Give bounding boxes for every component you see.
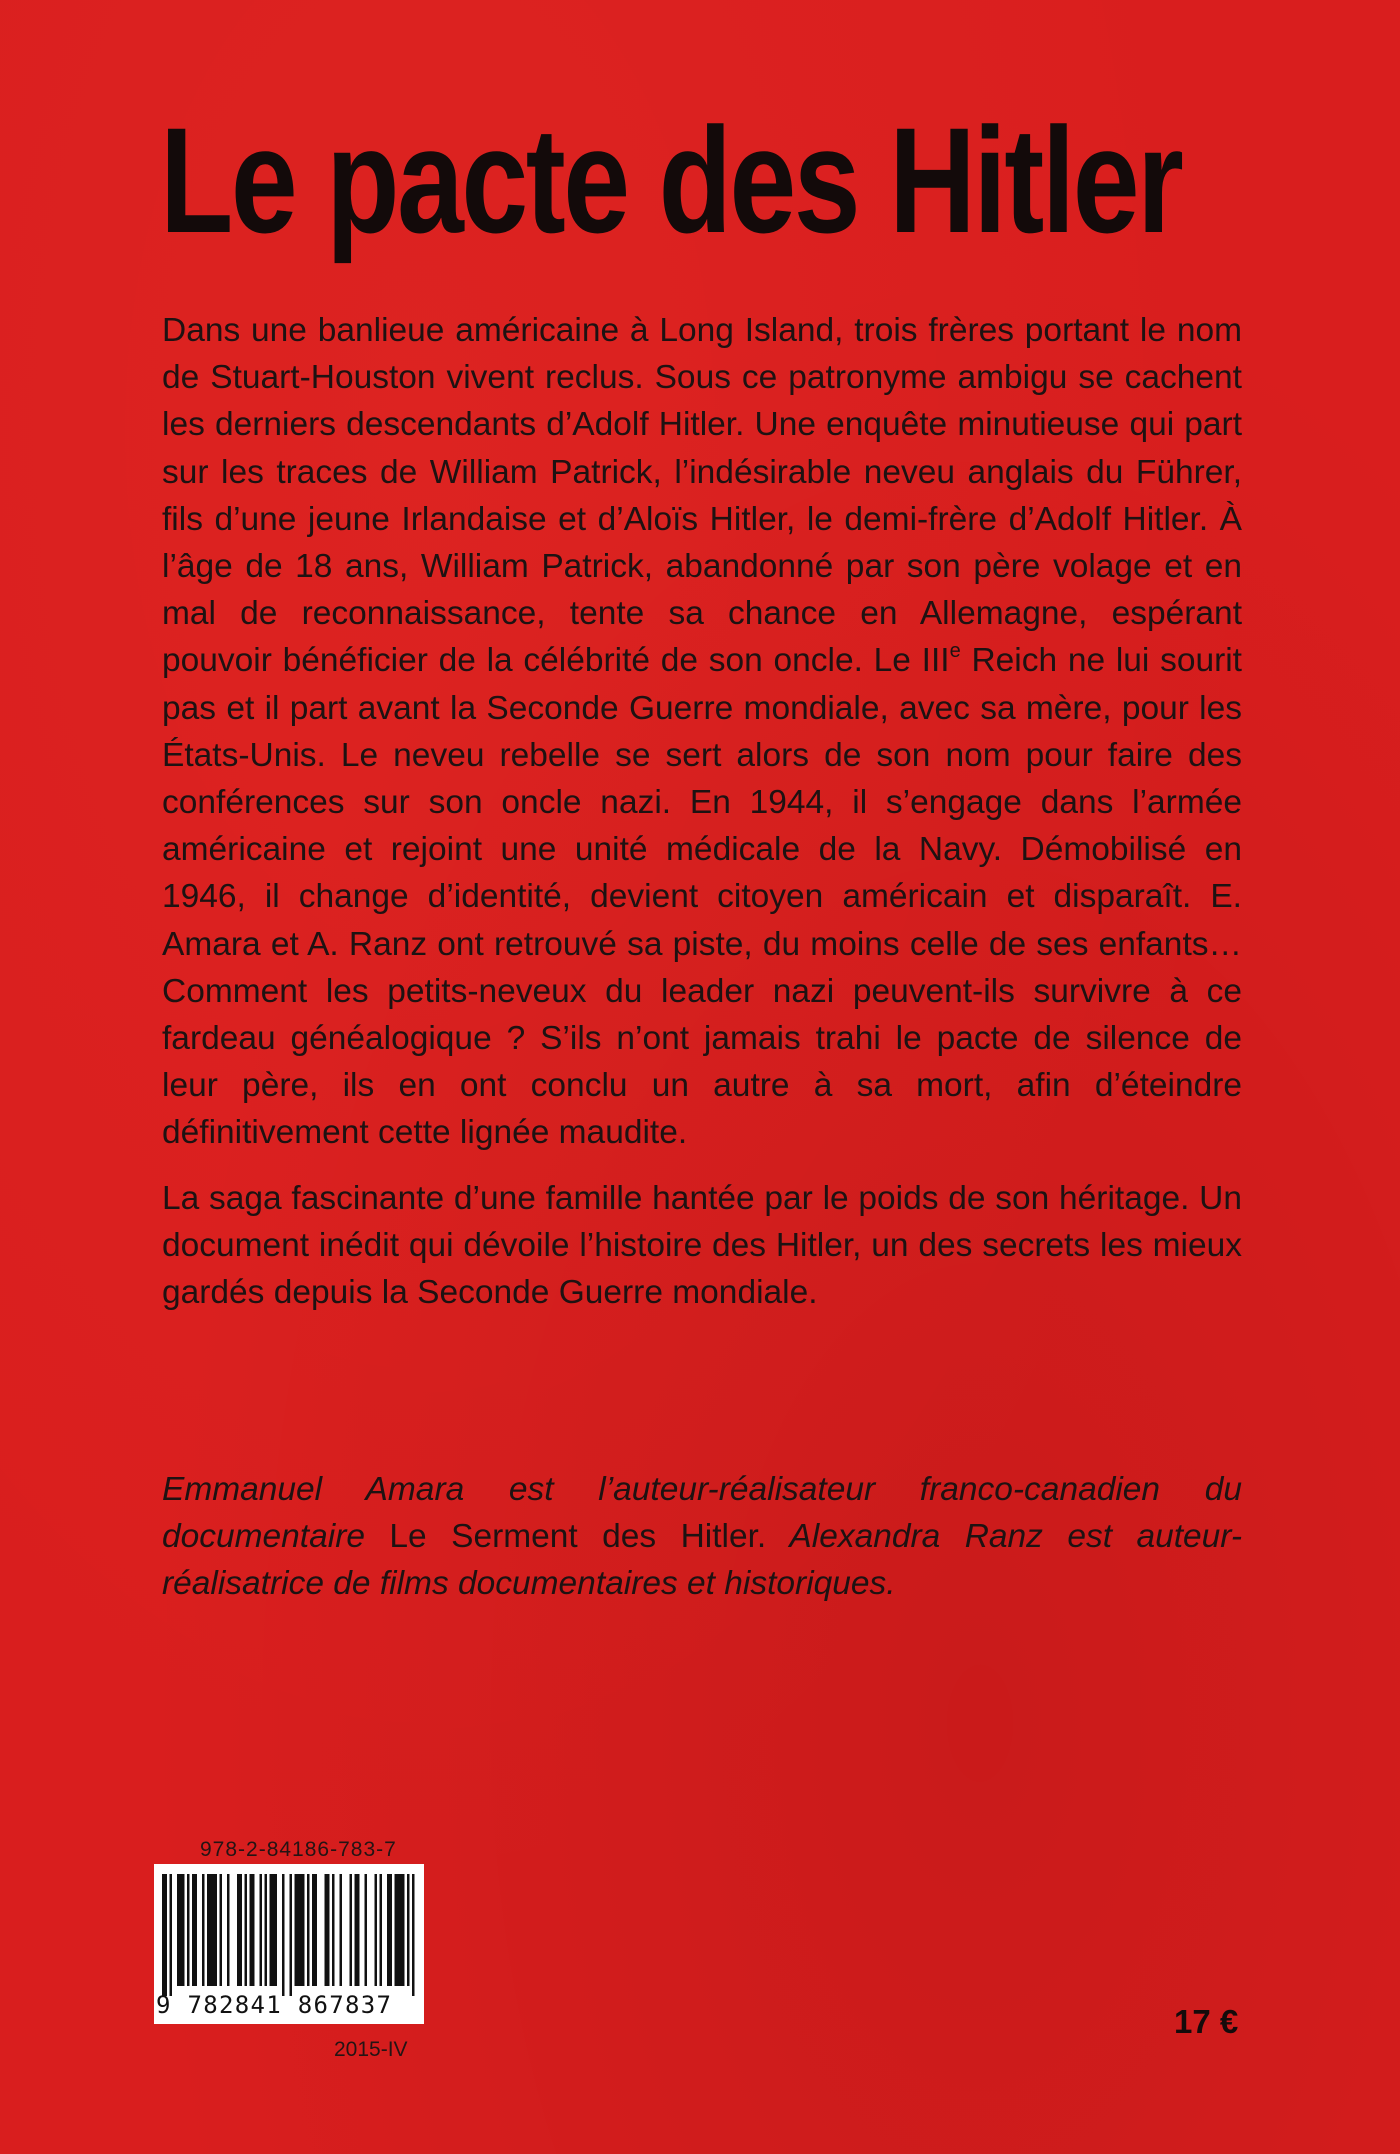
barcode-bar [245,1874,248,1986]
bio-part-a: Emmanuel Amara est l’auteur-réalisateur franco-canadien du documentaire [162,1471,1242,1556]
film-title: Le Serment des Hitler. [389,1518,767,1556]
barcode-bar [227,1874,230,1986]
barcode-bar [295,1874,305,1986]
barcode-bar [187,1874,190,1986]
barcode-bar [350,1874,353,1986]
summary-superscript: e [949,640,961,663]
barcode-bar [375,1874,378,1986]
barcode [154,1864,424,2024]
barcode-bar [412,1874,415,1996]
barcode-bar [380,1874,383,1986]
barcode-bar [365,1874,368,1986]
barcode-bar [265,1874,268,1986]
summary-p1-part-b: Reich ne lui sourit pas et il part avant la Seconde Guerre mondiale, avec sa mère, pour les États-Unis. Le neveu rebelle se sert alors de son nom pour faire des conférences sur son oncle nazi. En 1944, il s’engage dans l’armée américaine et rejoint une unité médicale de la Navy. Démobilisé en 1946, il change d’identité, devient citoyen américain et disparaît. E. Amara et A. Ranz ont retrouvé sa piste, du moins celle de ses enfants… Comment les petits-neveux du leader nazi peuvent-ils survivre à ce fardeau généalogique ? S’ils n’ont jamais trahi le pacte de silence de leur père, ils en ont conclu un autre à sa mort, afin d’éteindre définitivement cette lignée maudite. [162,642,1242,1152]
price: 17 € [1174,2003,1239,2040]
barcode-bar [250,1874,255,1986]
barcode-bar [202,1874,205,1986]
barcode-bar [207,1874,217,1986]
summary-paragraph-2: La saga fascinante d’une famille hantée par le poids de son héritage. Un document inédit qui dévoile l’histoire des Hitler, un des secrets les mieux gardés depuis la Seconde Guerre mondiale. [162,1179,1242,1312]
barcode-digits: 9 782841 867837 [156,1991,393,2019]
barcode-bar [162,1874,167,1996]
barcode-bar [325,1874,330,1986]
barcode-bar [307,1874,310,1986]
barcode-bar [407,1874,410,1986]
barcode-bar [170,1874,173,1996]
barcode-bar [237,1874,242,1986]
book-title: Le pacte des Hitler [160,96,1182,264]
barcode-bar [332,1874,335,1986]
barcode-bar [270,1874,278,1986]
barcode-bar [290,1874,293,1996]
barcode-bar [220,1874,223,1986]
authors-bio [162,1466,1242,1608]
book-summary [162,307,1242,1334]
barcode-bar [340,1874,343,1986]
isbn-label: 978-2-84186-783-7 [200,1838,397,1861]
barcode-bar [282,1874,285,1996]
bio-part-b: Alexandra Ranz est auteur-réalisatrice de films documentaires et historiques. [162,1518,1242,1603]
barcode-bar [260,1874,263,1986]
summary-p1-part-a: Dans une banlieue américaine à Long Island, trois frères portant le nom de Stuart-Houston vivent reclus. Sous ce patronyme ambigu se cachent les derniers descendants d’Adolf Hitler. Une enquête minutieuse qui part sur les traces de William Patrick, l’indésirable neveu anglais du Führer, fils d’une jeune Irlandaise et d’Aloïs Hitler, le demi-frère d’Adolf Hitler. À l’âge de 18 ans, William Patrick, abandonné par son père volage et en mal de reconnaissance, tente sa chance en Allemagne, espérant pouvoir bénéficier de la célébrité de son oncle. Le III [162,312,1242,680]
summary-paragraph-1 [162,307,1242,1157]
barcode-bar [355,1874,360,1986]
barcode-bar [395,1874,405,1986]
print-code: 2015-IV [334,2038,408,2061]
barcode-bar [192,1874,197,1986]
barcode-bar [312,1874,317,1986]
barcode-bar [387,1874,392,1986]
barcode-bar [177,1874,185,1986]
